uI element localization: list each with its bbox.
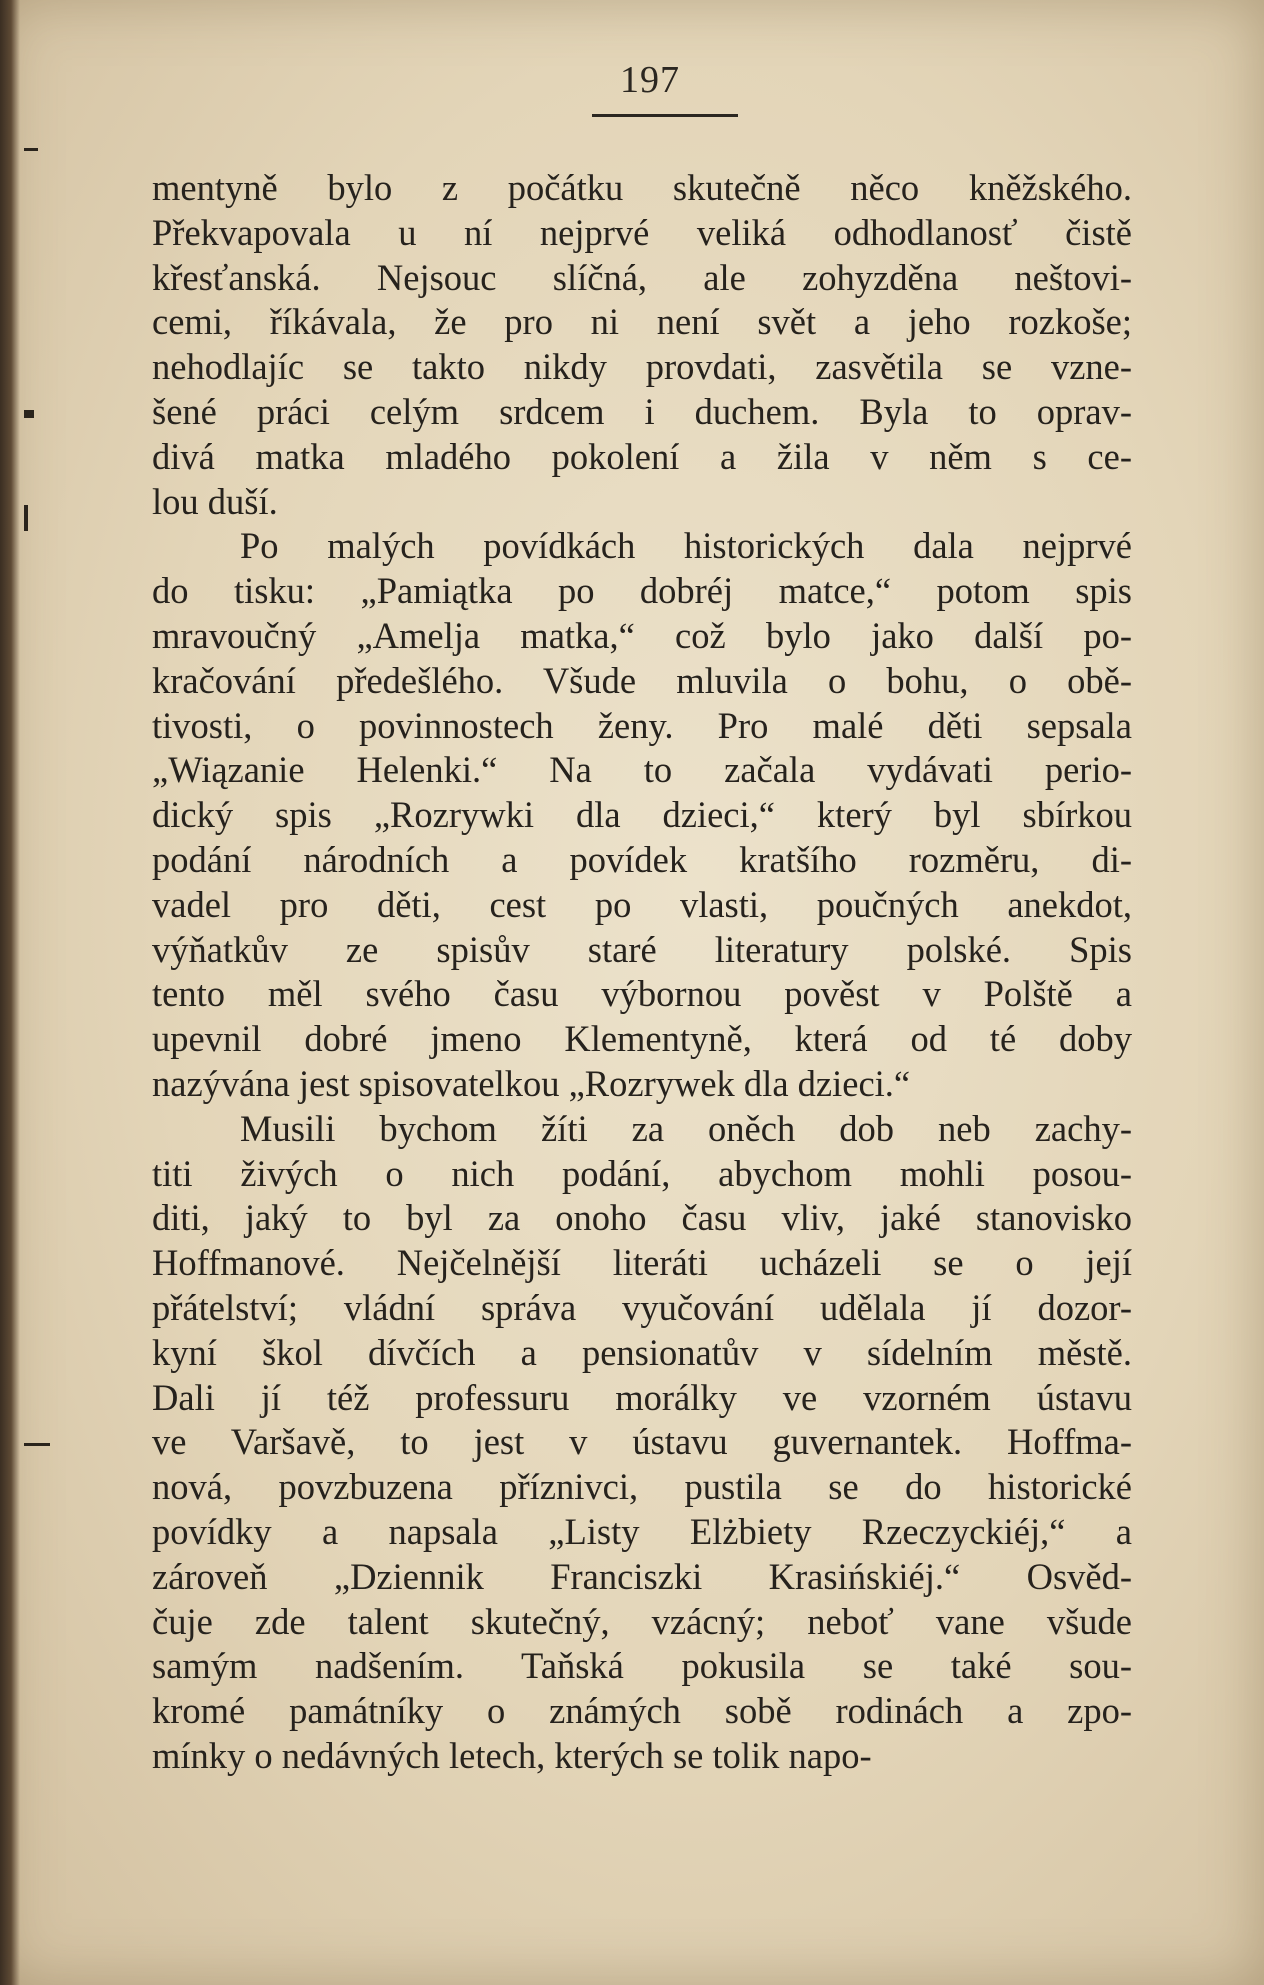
text-line: ve Varšavě, to jest v ústavu guvernantek. Hoffma- [152,1421,1132,1463]
paragraph [152,524,1132,1106]
text-line: upevnil dobré jmeno Klementyně, která od té doby [152,1018,1132,1060]
text-line: zároveň „Dziennik Franciszki Krasińskiéj.“ Osvěd- [152,1555,1132,1597]
page-number: 197 [620,59,680,101]
text-line: Hoffmanové. Nejčelnější literáti ucházeli se o její [152,1242,1132,1284]
text-line: divá matka mladého pokolení a žila v něm s ce- [152,435,1132,477]
text-line: cemi, říkávala, že pro ni není svět a jeho rozkoše; [152,301,1132,343]
text-line: kromé památníky o známých sobě rodinách a zpo- [152,1690,1132,1732]
text-line: vadel pro děti, cest po vlasti, poučných anekdot, [152,883,1132,925]
text-line: tivosti, o povinnostech ženy. Pro malé děti sepsala [152,704,1132,746]
text-line: mentyně bylo z počátku skutečně něco kněžského. [152,167,1132,208]
text-line: do tisku: „Pamiątka po dobréj matce,“ potom spis [152,570,1132,612]
text-line: přátelství; vládní správa vyučování udělala jí dozor- [152,1286,1132,1328]
text-line: dický spis „Rozrywki dla dzieci,“ který byl sbírkou [152,794,1132,836]
text-line: výňatkův ze spisův staré literatury polské. Spis [152,928,1132,970]
text-line: kyní škol dívčích a pensionatův v sídelním městě. [152,1331,1132,1373]
text-line: kračování předešlého. Všude mluvila o bohu, o obě- [152,659,1132,701]
text-line: „Wiązanie Helenki.“ Na to začala vydávati perio- [152,749,1132,791]
text-line: křesťanská. Nejsouc slíčná, ale zohyzděna neštovi- [152,256,1132,298]
text-line: Překvapovala u ní nejprvé veliká odhodlanosť čistě [152,211,1132,253]
text-line: Dali jí též professuru morálky ve vzorném ústavu [152,1376,1132,1418]
text-line: Musili bychom žíti za oněch dob neb zachy- [240,1107,1132,1149]
text-line: mravoučný „Amelja matka,“ což bylo jako další po- [152,614,1132,656]
paragraph [152,1107,1132,1779]
body-text [152,166,1132,1779]
text-line: nehodlajíc se takto nikdy provdati, zasvětila se vzne- [152,346,1132,388]
text-line: Po malých povídkách historických dala nejprvé [240,525,1132,567]
text-line: podání národních a povídek kratšího rozměru, di- [152,838,1132,880]
text-line: tento měl svého času výbornou pověst v Polště a [152,973,1132,1015]
header-rule [592,114,738,117]
paragraph [152,166,1132,524]
text-line: nová, povzbuzena příznivci, pustila se do historické [152,1466,1132,1508]
text-line: šené práci celým srdcem i duchem. Byla to oprav- [152,390,1132,432]
page-binding-edge [0,0,20,1985]
text-line: nazývána jest spisovatelkou „Rozrywek dla dzieci.“ [152,1062,911,1104]
text-line: lou duší. [152,480,278,522]
text-line: titi živých o nich podání, abychom mohli posou- [152,1152,1132,1194]
text-line: čuje zde talent skutečný, vzácný; neboť vane všude [152,1600,1132,1642]
text-line: diti, jaký to byl za onoho času vliv, jaké stanovisko [152,1197,1132,1239]
text-line: mínky o nedávných letech, kterých se tolik napo- [152,1734,872,1776]
text-line: povídky a napsala „Listy Elżbiety Rzeczyckiéj,“ a [152,1510,1132,1552]
text-line: samým nadšením. Taňská pokusila se také sou- [152,1645,1132,1687]
